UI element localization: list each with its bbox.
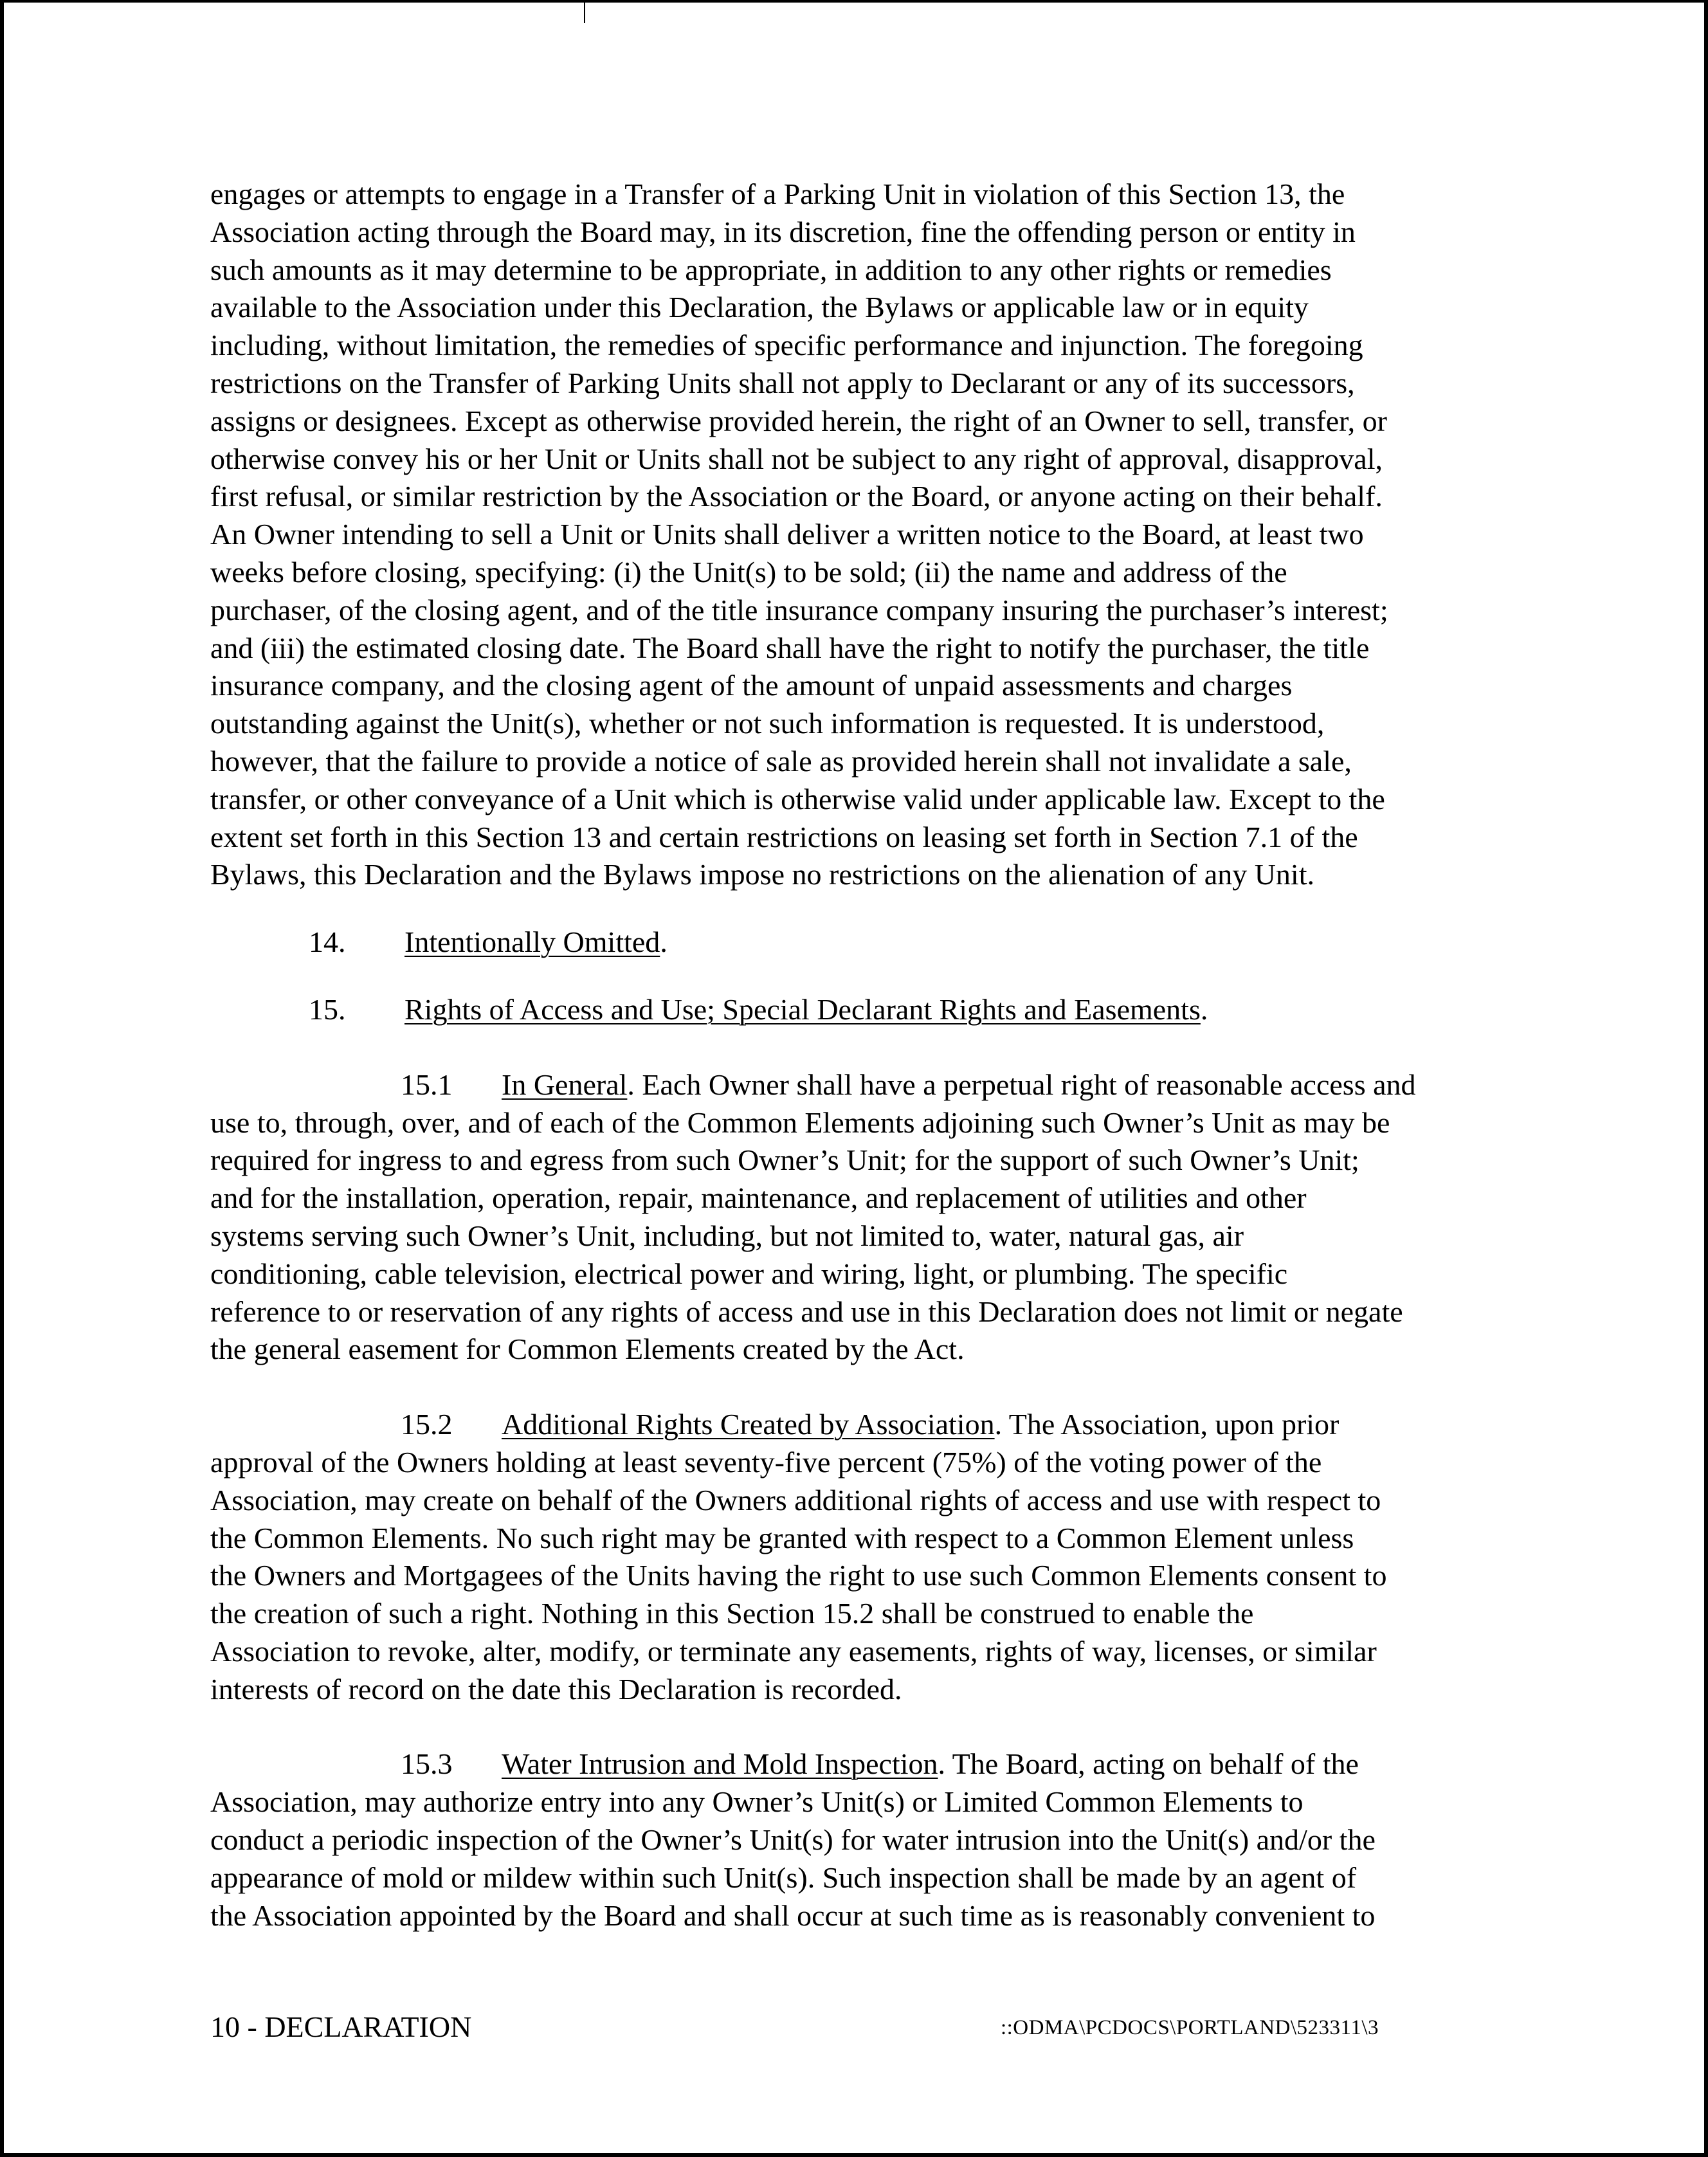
text-line: insurance company, and the closing agent of the amount of unpaid assessments and charges [210,669,1293,702]
text-line: appearance of mold or mildew within such Unit(s). Such inspection shall be made by an agent of [210,1861,1357,1894]
text-line: including, without limitation, the remedies of specific performance and injunction. The foregoing [210,329,1363,362]
scan-border-top [0,0,1708,3]
footer-page-label: 10 - DECLARATION [210,2010,472,2043]
text-line: and for the installation, operation, repair, maintenance, and replacement of utilities and other [210,1181,1307,1215]
section-number: 15. [309,992,346,1026]
text-line: the Association appointed by the Board and shall occur at such time as is reasonably convenient to [210,1898,1376,1932]
subsection-title: Water Intrusion and Mold Inspection [502,1747,938,1781]
text-line: and (iii) the estimated closing date. The Board shall have the right to notify the purchaser, the title [210,631,1370,664]
section-15-heading [210,991,1509,1029]
text-line: required for ingress to and egress from such Owner’s Unit; for the support of such Owner’s Unit; [210,1143,1359,1177]
subsection-number: 15.3 [401,1747,453,1781]
section-title: Intentionally Omitted [404,925,660,959]
text-line: . Each Owner shall have a perpetual right of reasonable access and [627,1068,1416,1101]
text-line: conditioning, cable television, electrical power and wiring, light, or plumbing. The specific [210,1257,1288,1290]
text-line: Association, may authorize entry into any Owner’s Unit(s) or Limited Common Elements to [210,1785,1304,1819]
scan-border-right [1704,0,1708,2157]
subsection-number: 15.2 [401,1408,453,1441]
subsection-title: Additional Rights Created by Association [502,1408,995,1441]
section-title-period: . [1200,992,1208,1026]
scan-border-left [0,0,4,2157]
text-line: weeks before closing, specifying: (i) the Unit(s) to be sold; (ii) the name and address of the [210,555,1287,588]
text-line: extent set forth in this Section 13 and certain restrictions on leasing set forth in Section 7.1 of the [210,820,1358,853]
text-line: otherwise convey his or her Unit or Units shall not be subject to any right of approval, disapproval, [210,442,1383,475]
text-line: the creation of such a right. Nothing in this Section 15.2 shall be construed to enable the [210,1597,1254,1630]
subsection-15-2 [210,1406,1509,1708]
section-title-period: . [660,925,668,959]
text-line: systems serving such Owner’s Unit, including, but not limited to, water, natural gas, air [210,1219,1244,1252]
text-line: transfer, or other conveyance of a Unit which is otherwise valid under applicable law. Except to the [210,782,1385,815]
text-line: . The Association, upon prior [994,1408,1340,1441]
text-line: however, that the failure to provide a notice of sale as provided herein shall not invalidate a sale, [210,744,1352,778]
text-line: the Common Elements. No such right may be granted with respect to a Common Element unless [210,1521,1354,1554]
footer-document-path: ::ODMA\PCDOCS\PORTLAND\523311\3 [1000,2016,1379,2039]
text-line: use to, through, over, and of each of the Common Elements adjoining such Owner’s Unit as may be [210,1106,1390,1139]
subsection-number: 15.1 [401,1068,453,1101]
text-line: Bylaws, this Declaration and the Bylaws impose no restrictions on the alienation of any Unit. [210,858,1314,891]
text-line: assigns or designees. Except as otherwise provided herein, the right of an Owner to sell, transfer, or [210,404,1387,437]
subsection-15-3 [210,1745,1509,1934]
text-line: Association acting through the Board may, in its discretion, fine the offending person or entity in [210,215,1356,248]
scan-border-bottom [0,2153,1708,2157]
text-line: . The Board, acting on behalf of the [938,1747,1359,1781]
text-line: conduct a periodic inspection of the Owner’s Unit(s) for water intrusion into the Unit(s) and/or the [210,1823,1376,1857]
opening-paragraph [210,176,1509,894]
section-title: Rights of Access and Use; Special Declarant Rights and Easements [404,992,1201,1026]
document-body [210,176,1509,1934]
text-line: reference to or reservation of any rights of access and use in this Declaration does not limit or negate [210,1295,1403,1328]
section-number: 14. [309,925,346,959]
text-line: the Owners and Mortgagees of the Units having the right to use such Common Elements consent to [210,1559,1387,1592]
section-14-heading [210,924,1509,961]
subsection-title: In General [502,1068,628,1101]
text-line: outstanding against the Unit(s), whether or not such information is requested. It is understood, [210,707,1325,740]
text-line: such amounts as it may determine to be appropriate, in addition to any other rights or remedies [210,253,1332,286]
text-line: An Owner intending to sell a Unit or Units shall deliver a written notice to the Board, at least two [210,518,1364,551]
scan-artifact-tick [584,3,585,23]
text-line: the general easement for Common Elements created by the Act. [210,1333,965,1366]
text-line: Association to revoke, alter, modify, or terminate any easements, rights of way, licenses, or similar [210,1634,1377,1668]
text-line: interests of record on the date this Declaration is recorded. [210,1672,902,1706]
subsection-15-1 [210,1066,1509,1369]
text-line: restrictions on the Transfer of Parking Units shall not apply to Declarant or any of its successors, [210,366,1355,399]
text-line: engages or attempts to engage in a Transfer of a Parking Unit in violation of this Section 13, the [210,177,1345,210]
text-line: available to the Association under this Declaration, the Bylaws or applicable law or in equity [210,291,1309,324]
text-line: purchaser, of the closing agent, and of the title insurance company insuring the purchaser’s interest; [210,593,1388,626]
text-line: first refusal, or similar restriction by the Association or the Board, or anyone acting on their behalf. [210,480,1383,513]
text-line: approval of the Owners holding at least seventy-five percent (75%) of the voting power of the [210,1445,1322,1479]
text-line: Association, may create on behalf of the Owners additional rights of access and use with respect to [210,1483,1381,1516]
